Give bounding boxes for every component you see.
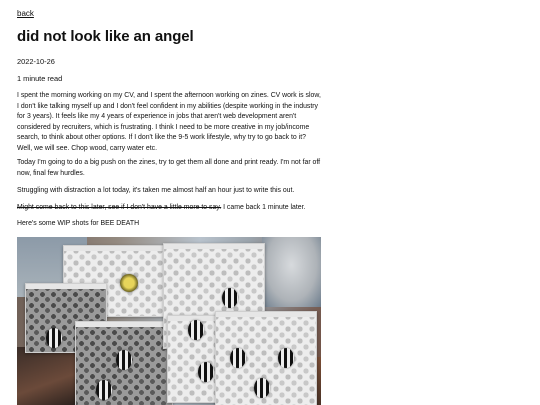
- bee-illustration: [198, 362, 214, 382]
- post-title: did not look like an angel: [17, 28, 194, 45]
- paragraph-cv: I spent the morning working on my CV, and I spent the afternoon working on zines. CV work is slow, I don't like talking myself up and I don't feel confident in my abilities (despite working in the industry for 3 years). It feels like my 4 years of experience in jobs that aren't web development aren't considered by recruiters, which is frustrating. I think I need to be more creative in my job/income search, to think about other options. If I don't like the 9-5 work lifestyle, why try to go back to it? Well, we will see. Chop wood, carry water etc.: [17, 92, 321, 152]
- zine-page-window: [75, 321, 173, 405]
- bee-illustration: [46, 328, 62, 348]
- paragraph-wip: Here's some WIP shots for BEE DEATH: [17, 220, 140, 227]
- paragraph-came-back: [17, 203, 322, 214]
- paragraph-zines: Today I'm going to do a big push on the zines, try to get them all done and print ready. I'm not far off now, final few hurdles.: [17, 159, 321, 177]
- bee-illustration: [96, 380, 112, 400]
- background-sky: [262, 237, 321, 307]
- bee-illustration: [188, 320, 204, 340]
- bee-illustration: [254, 378, 270, 398]
- read-time: 1 minute read: [17, 74, 63, 83]
- background-rock: [17, 347, 77, 405]
- wip-screenshot-image: [17, 237, 321, 405]
- zine-page-window: [215, 311, 317, 405]
- came-back-text: I came back 1 minute later.: [221, 204, 306, 211]
- post-date: 2022-10-26: [17, 57, 55, 66]
- paragraph-distraction: Struggling with distraction a lot today, it's taken me almost half an hour just to write this out.: [17, 187, 295, 194]
- bee-illustration: [278, 348, 294, 368]
- bee-illustration: [230, 348, 246, 368]
- bee-illustration: [120, 274, 138, 292]
- bee-illustration: [116, 350, 132, 370]
- bee-illustration: [222, 288, 238, 308]
- strikethrough-text: Might come back to this later, see if I don't have a little more to say.: [17, 204, 222, 211]
- back-link[interactable]: back: [17, 9, 34, 18]
